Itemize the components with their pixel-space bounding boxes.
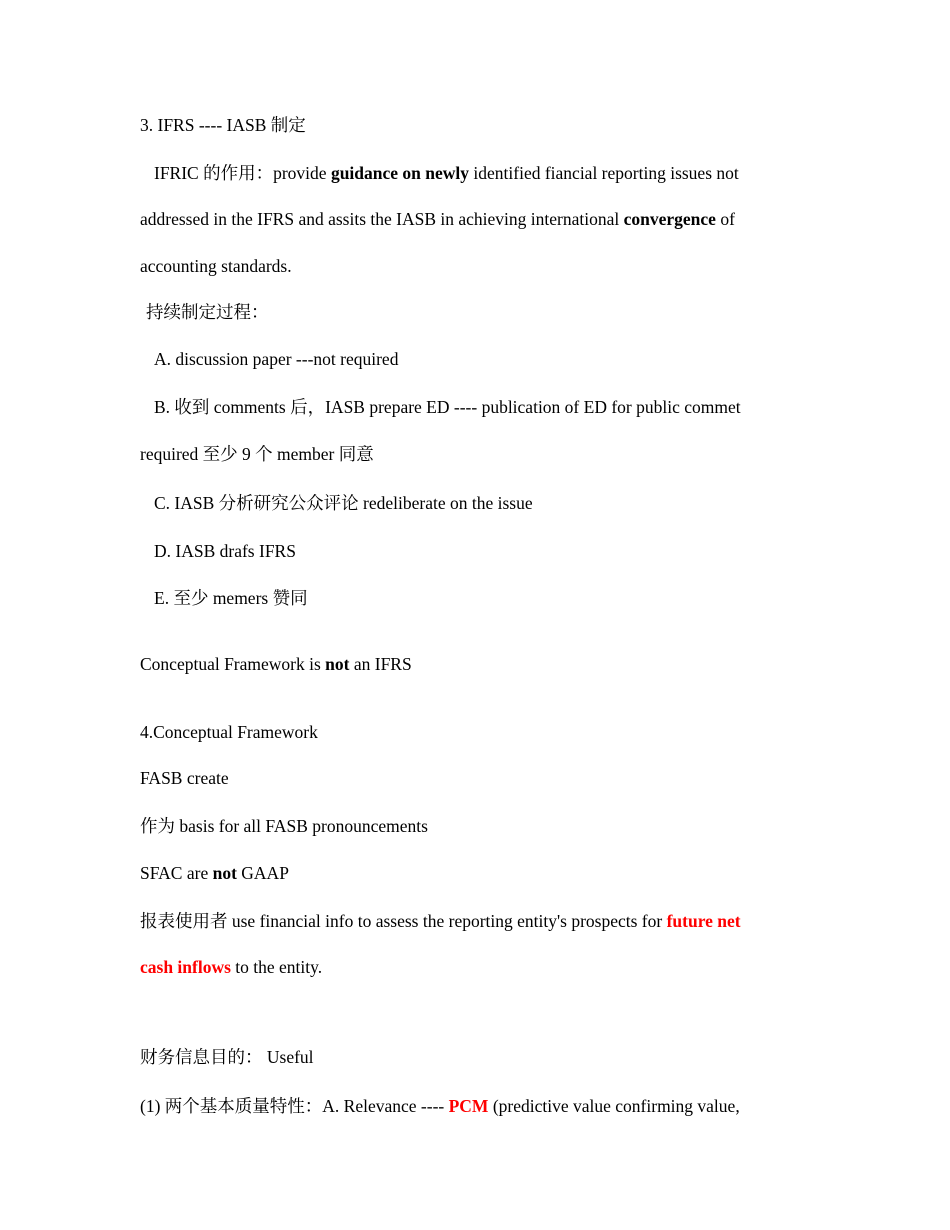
sfac-text: SFAC are xyxy=(140,863,213,883)
not-bold-text: not xyxy=(325,654,350,674)
step-d: D. IASB drafs IFRS xyxy=(154,541,296,561)
basis-line: 作为 basis for all FASB pronouncements xyxy=(140,816,428,836)
step-b: B. 收到 comments 后，IASB prepare ED ---- publication of ED for public commet xyxy=(154,397,741,417)
note-text: Conceptual Framework is xyxy=(140,654,326,674)
pcm-red-text: PCM xyxy=(448,1096,489,1116)
ifric-role-line-2 xyxy=(140,208,735,230)
ifric-text: IFRIC 的作用：provide xyxy=(154,163,331,183)
ifric-text-end: identified fiancial reporting issues not xyxy=(469,163,739,183)
sfac-text-end: GAAP xyxy=(236,863,289,883)
fasb-create-line: FASB create xyxy=(140,768,229,788)
convergence-bold-text: convergence xyxy=(623,209,716,229)
note-text-end: an IFRS xyxy=(349,654,412,674)
users-line-1 xyxy=(140,910,741,932)
step-a: A. discussion paper ---not required xyxy=(154,349,399,369)
step-b-continued: required 至少 9 个 member 同意 xyxy=(140,444,374,464)
purpose-line: 财务信息目的： Useful xyxy=(140,1047,314,1067)
not-bold-text: not xyxy=(212,863,237,883)
qualitative-text-end: (predictive value confirming value, xyxy=(488,1096,740,1116)
ifric-role-line-3: accounting standards. xyxy=(140,256,292,276)
step-e: E. 至少 memers 赞同 xyxy=(154,588,308,608)
cash-inflows-red-text: cash inflows xyxy=(140,957,231,977)
sfac-line xyxy=(140,862,289,884)
section-4-heading: 4.Conceptual Framework xyxy=(140,722,318,742)
users-text-end: to the entity. xyxy=(230,957,323,977)
qualitative-line xyxy=(140,1095,740,1117)
future-net-red-text: future net xyxy=(666,911,741,931)
section-3-heading: 3. IFRS ---- IASB 制定 xyxy=(140,115,306,135)
ifric-bold-text: guidance on newly xyxy=(330,163,470,183)
users-text: 报表使用者 use financial info to assess the reporting entity's prospects for xyxy=(140,911,667,931)
conceptual-framework-note xyxy=(140,653,412,675)
step-c: C. IASB 分析研究公众评论 redeliberate on the issue xyxy=(154,493,533,513)
users-line-2 xyxy=(140,956,322,978)
qualitative-text: (1) 两个基本质量特性：A. Relevance ---- xyxy=(140,1096,449,1116)
ifric-text-end: of xyxy=(715,209,735,229)
ifric-text: addressed in the IFRS and assits the IASB in achieving international xyxy=(140,209,624,229)
ifric-role-line-1 xyxy=(154,162,739,184)
process-heading: 持续制定过程： xyxy=(146,302,269,322)
